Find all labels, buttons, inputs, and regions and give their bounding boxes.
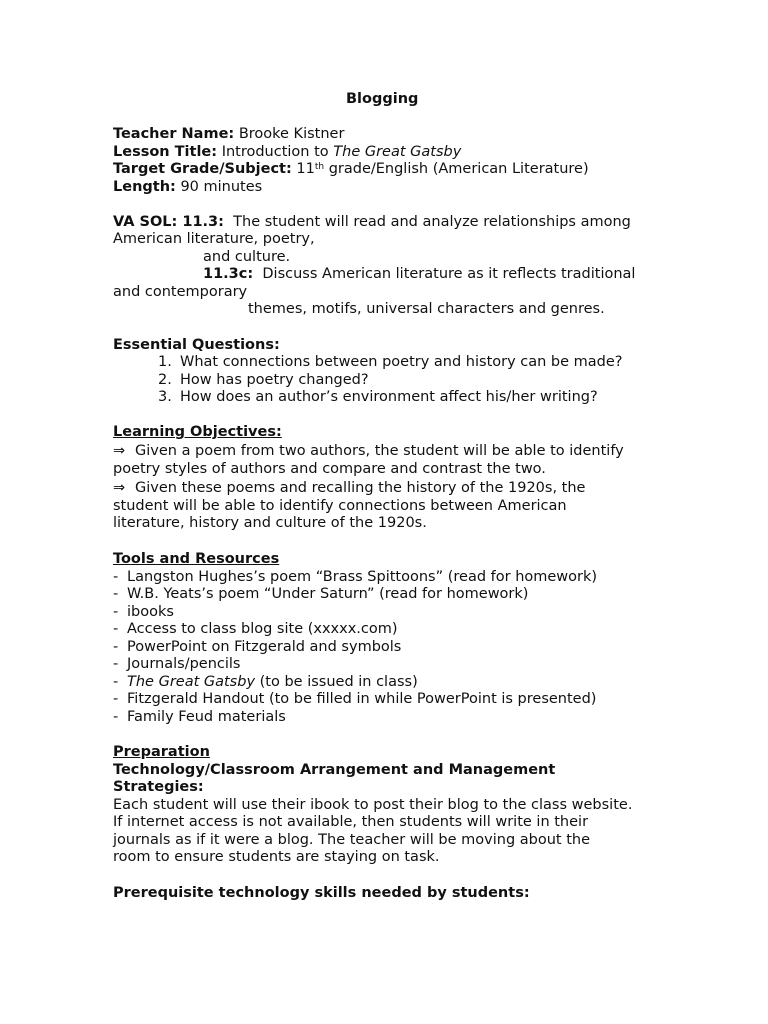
document-title: Blogging	[346, 91, 419, 107]
preparation-heading: Preparation	[113, 744, 210, 760]
dash-bullet: -	[113, 691, 119, 707]
list-number: 2.	[158, 371, 172, 388]
grade-superscript: th	[314, 162, 325, 172]
dash-bullet: -	[113, 586, 119, 602]
tools-item	[113, 586, 528, 604]
dash-bullet: -	[113, 621, 119, 637]
dash-bullet: -	[113, 638, 119, 655]
objective-1-line-1	[113, 443, 624, 461]
tools-item	[113, 674, 418, 692]
essential-question-item	[158, 354, 623, 372]
tools-item	[113, 639, 401, 657]
dash-bullet: -	[113, 603, 119, 620]
tech-heading-line-2: Strategies:	[113, 779, 204, 795]
sol-label: VA SOL: 11.3:	[113, 213, 224, 230]
tools-item-text: PowerPoint on Fitzgerald and symbols	[127, 638, 402, 655]
objective-2-line-1	[113, 480, 585, 498]
sol-line-3: and culture.	[203, 248, 291, 265]
tools-item-text: Family Feud materials	[127, 708, 286, 725]
lesson-title-book: The Great Gatsby	[333, 143, 462, 160]
length-value: 90 minutes	[180, 178, 263, 195]
prep-paragraph-line: room to ensure students are staying on task.	[113, 849, 440, 865]
tech-heading-line-1: Technology/Classroom Arrangement and Management	[113, 761, 556, 778]
dash-bullet: -	[113, 656, 119, 672]
list-text: How has poetry changed?	[180, 371, 369, 388]
objective-2-line-3: literature, history and culture of the 1920s.	[113, 515, 427, 531]
objective-text: Given a poem from two authors, the student will be able to identify	[135, 443, 624, 459]
teacher-name-value: Brooke Kistner	[238, 126, 345, 142]
dash-bullet: -	[113, 673, 119, 690]
sol-sub-line-3: themes, motifs, universal characters and genres.	[248, 301, 605, 317]
prep-paragraph-line: journals as if it were a blog. The teacher will be moving about the	[113, 831, 591, 848]
teacher-name-line	[113, 126, 344, 144]
sol-sub-text-1: Discuss American literature as it reflects traditional	[262, 266, 636, 282]
essential-question-item	[158, 372, 369, 390]
essential-questions-heading: Essential Questions:	[113, 336, 280, 353]
prep-paragraph-line: Each student will use their ibook to post their blog to the class website.	[113, 796, 633, 813]
sol-line-2: American literature, poetry,	[113, 231, 315, 247]
tools-item-text: Fitzgerald Handout (to be filled in while PowerPoint is presented)	[127, 691, 597, 707]
lesson-title-label: Lesson Title:	[113, 143, 218, 160]
tools-item-text: Journals/pencils	[127, 656, 241, 672]
essential-question-item	[158, 389, 598, 407]
sol-sub-label: 11.3c:	[203, 266, 254, 282]
prereq-heading: Prerequisite technology skills needed by students:	[113, 884, 530, 901]
sol-line-1	[113, 214, 631, 232]
tools-item	[113, 691, 596, 709]
objective-text: Given these poems and recalling the history of the 1920s, the	[135, 480, 586, 496]
target-grade-label: Target Grade/Subject:	[113, 161, 292, 177]
lesson-title-line	[113, 144, 461, 162]
tools-item-text: ibooks	[127, 603, 174, 620]
tools-item	[113, 709, 286, 727]
grade-subject: grade/English (American Literature)	[328, 161, 589, 177]
sol-sub-line-1	[203, 266, 635, 284]
objective-2-line-2: student will be able to identify connections between American	[113, 497, 567, 514]
tools-item	[113, 569, 597, 587]
lesson-title-prefix: Introduction to	[221, 143, 329, 160]
learning-objectives-heading: Learning Objectives:	[113, 424, 282, 440]
tools-item-text: (to be issued in class)	[259, 673, 418, 690]
target-grade-line	[113, 161, 589, 179]
list-text: How does an author’s environment affect his/her writing?	[180, 389, 598, 405]
grade-number: 11	[296, 161, 315, 177]
dash-bullet: -	[113, 568, 119, 585]
sol-sub-line-2: and contemporary	[113, 283, 248, 300]
length-label: Length:	[113, 178, 176, 195]
tools-item-text: W.B. Yeats’s poem “Under Saturn” (read for homework)	[127, 586, 529, 602]
arrow-bullet-icon: ⇒	[113, 480, 126, 496]
prep-paragraph-line: If internet access is not available, then students will write in their	[113, 814, 589, 830]
tools-item	[113, 604, 174, 622]
teacher-name-label: Teacher Name:	[113, 126, 235, 142]
arrow-bullet-icon: ⇒	[113, 443, 126, 459]
gatsby-title: The Great Gatsby	[127, 673, 256, 690]
tools-item	[113, 656, 241, 674]
tools-heading: Tools and Resources	[113, 551, 280, 567]
tools-item	[113, 621, 398, 639]
list-number: 1.	[158, 354, 172, 370]
list-text: What connections between poetry and history can be made?	[180, 354, 623, 370]
tools-item-text: Langston Hughes’s poem “Brass Spittoons” (read for homework)	[127, 568, 598, 585]
objective-1-line-2: poetry styles of authors and compare and contrast the two.	[113, 460, 546, 477]
list-number: 3.	[158, 389, 172, 405]
tools-item-text: Access to class blog site (xxxxx.com)	[127, 621, 398, 637]
dash-bullet: -	[113, 708, 119, 725]
length-line	[113, 179, 262, 197]
sol-text-1: The student will read and analyze relationships among	[233, 213, 631, 230]
